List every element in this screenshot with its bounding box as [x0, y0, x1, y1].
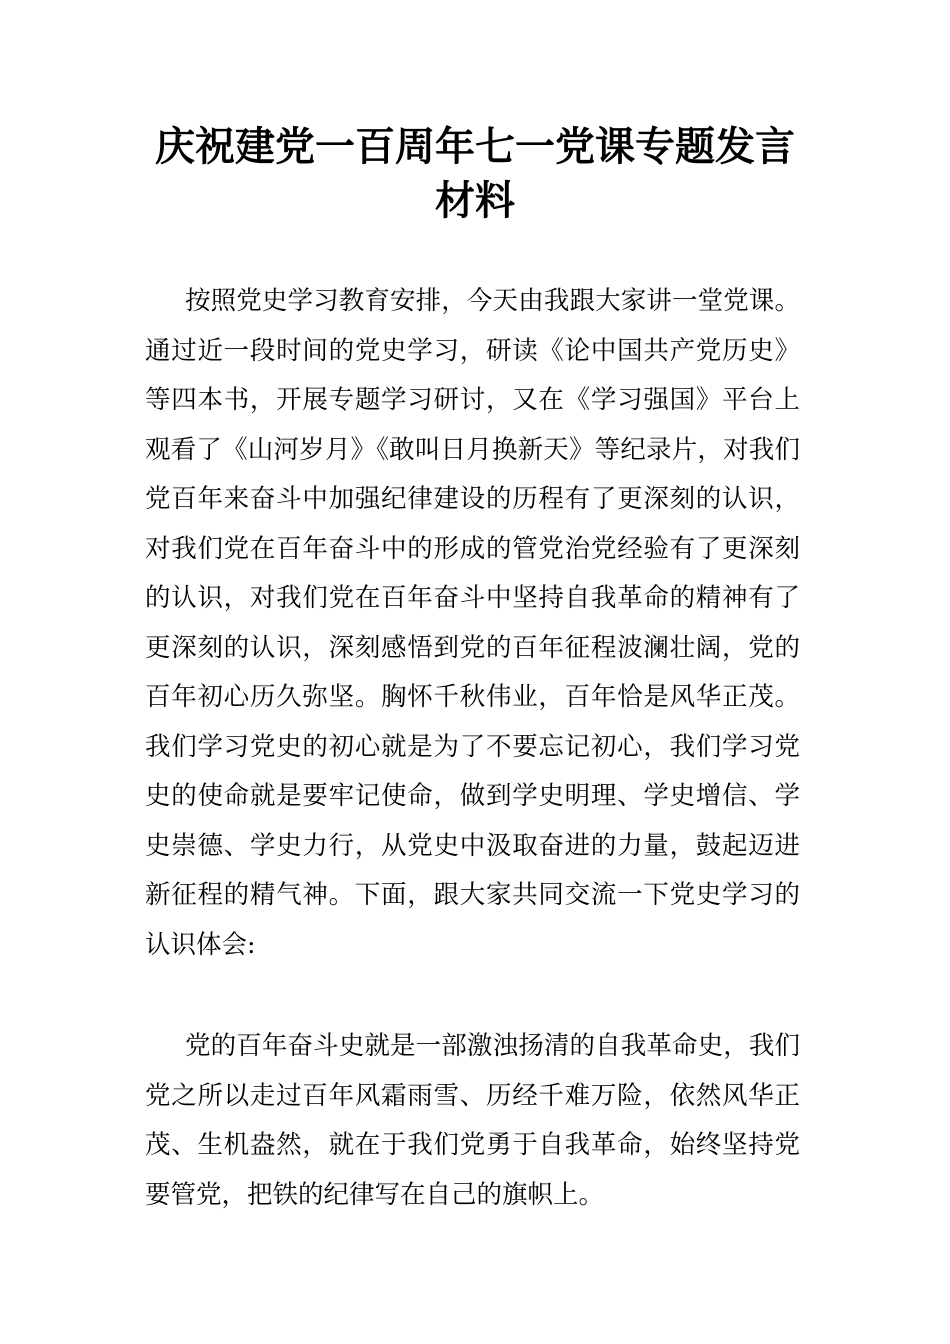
body-paragraph-self-revolution: 党的百年奋斗史就是一部激浊扬清的自我革命史，我们党之所以走过百年风霜雨雪、历经千难万险，依然风华正茂、生机盎然，就在于我们党勇于自我革命，始终坚持党要管党，把铁的纪律写在自己的旗帜上。	[145, 1031, 800, 1210]
body-paragraph-intro: 按照党史学习教育安排，今天由我跟大家讲一堂党课。通过近一段时间的党史学习，研读《论中国共产党历史》等四本书，开展专题学习研讨，又在《学习强国》平台上观看了《山河岁月》《敢叫日月换新天》等纪录片，对我们党百年来奋斗中加强纪律建设的历程有了更深刻的认识，对我们党在百年奋斗中的形成的管党治党经验有了更深刻的认识，对我们党在百年奋斗中坚持自我革命的精神有了更深刻的认识，深刻感悟到党的百年征程波澜壮阔，党的百年初心历久弥坚。胸怀千秋伟业，百年恰是风华正茂。我们学习党史的初心就是为了不要忘记初心，我们学习党史的使命就是要牢记使命，做到学史明理、学史增信、学史崇德、学史力行，从党史中汲取奋进的力量，鼓起迈进新征程的精气神。下面，跟大家共同交流一下党史学习的认识体会:	[145, 286, 800, 960]
document-title: 庆祝建党一百周年七一党课专题发言材料	[155, 124, 795, 224]
